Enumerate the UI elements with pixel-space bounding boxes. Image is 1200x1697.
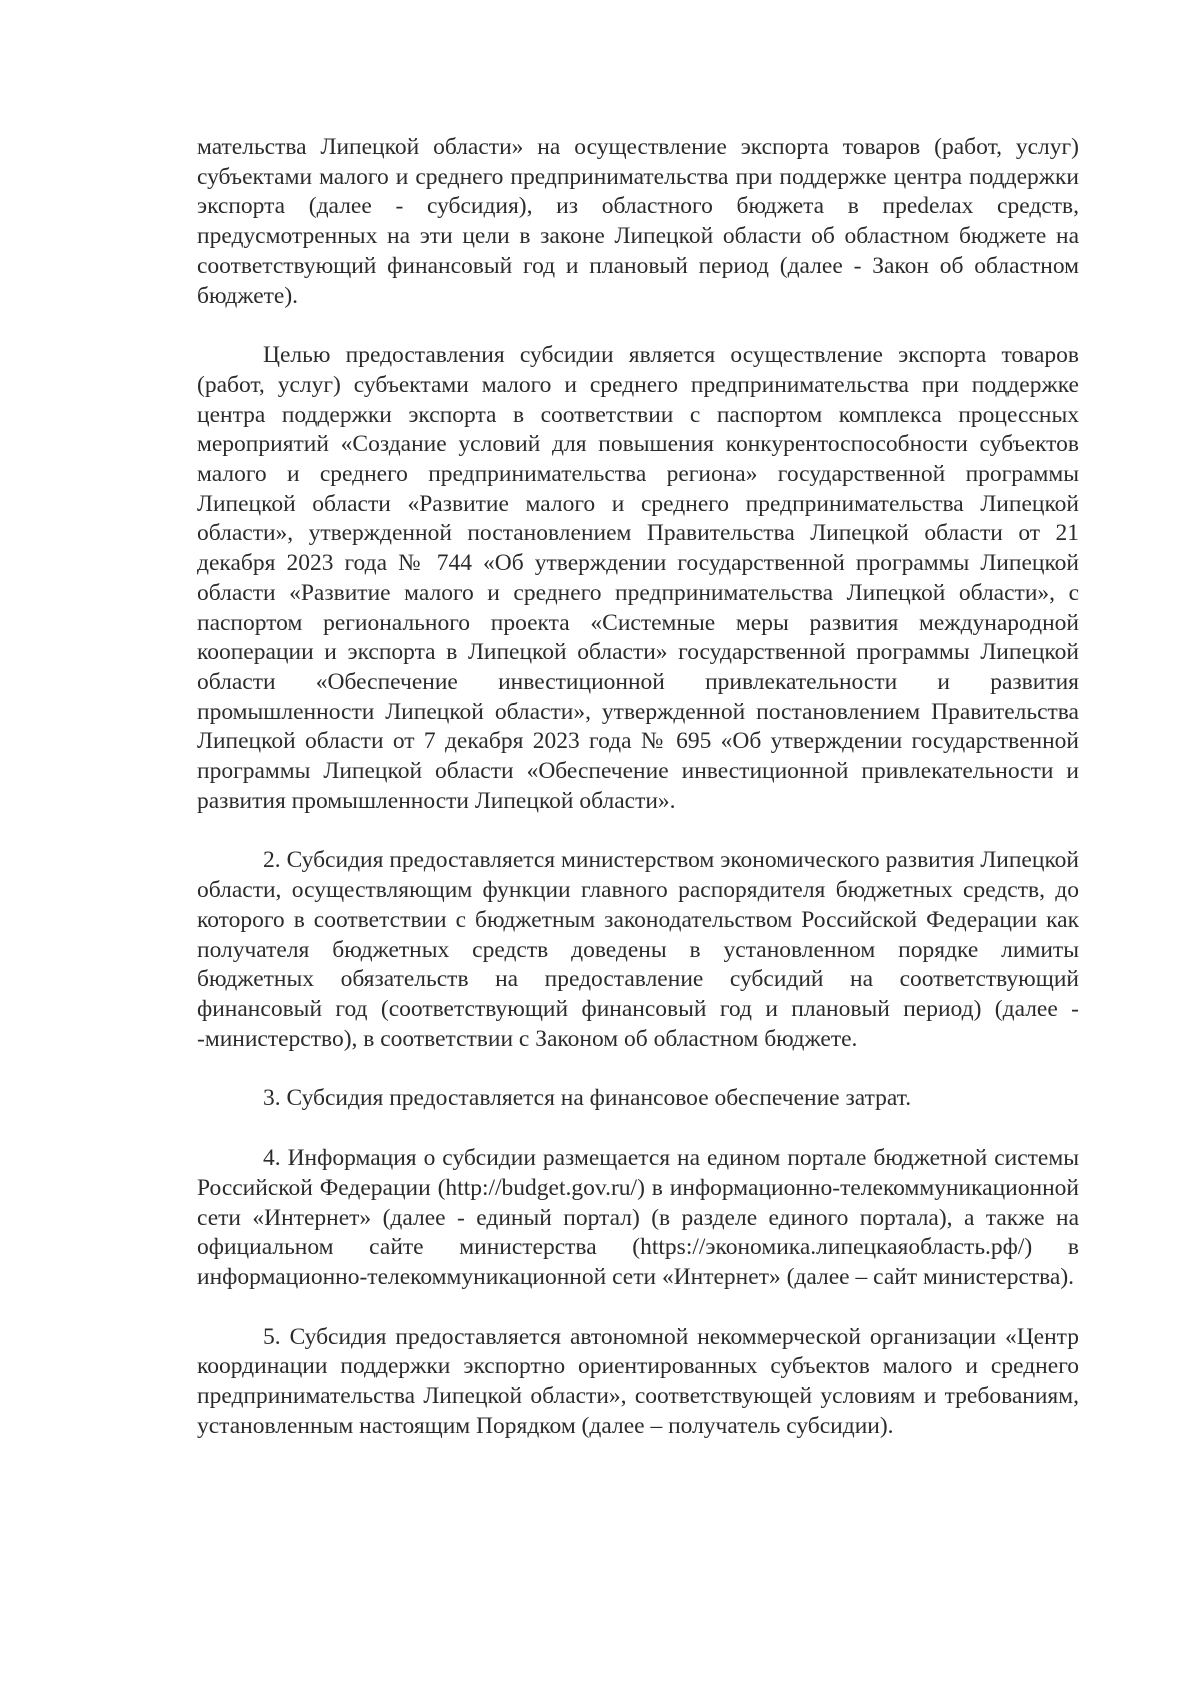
paragraph-subsidy-purpose: Целью предоставления субсидии является осуществление экспорта товаров (работ, услуг) субъектами малого и среднего предпринимательства при поддержке центра поддержки экспорта в соответствии с паспортом комплекса процессных мероприятий «Создание условий для повышения конкурентоспособности субъектов малого и среднего предпринимательства региона» государственной программы Липецкой области «Развитие малого и среднего предпринимательства Липецкой области», утвержденной постановлением Правительства Липецкой области от 21 декабря 2023 года № 744 «Об утверждении государственной программы Липецкой области «Развитие малого и среднего предпринимательства Липецкой области», с паспортом регионального проекта «Системные меры развития международной кооперации и экспорта в Липецкой области» государственной программы Липецкой области «Обеспечение инвестиционной привлекательности и развития промышленности Липецкой области», утвержденной постановлением Правительства Липецкой области от 7 декабря 2023 года № 695 «Об утверждении государственной программы Липецкой области «Обеспечение инвестиционной привлекательности и развития промышленности Липецкой области». (197, 342, 1079, 814)
paragraph-continuation: мательства Липецкой области» на осуществление экспорта товаров (работ, услуг) субъектами малого и среднего предпринимательства при поддержке центра поддержки экспорта (далее - субсидия), из областного бюджета в преdелах средств, предусмотренных на эти цели в законе Липецкой области об областном бюджете на соответствующий финансовый год и плановый период (далее - Закон об областном бюджете). (197, 134, 1079, 309)
paragraph-item-5: 5. Субсидия предоставляется автономной некоммерческой организации «Центр координации поддержки экспортно ориентированных субъектов малого и среднего предпринимательства Липецкой области», соответствующей условиям и требованиям, установленным настоящим Порядком (далее – получатель субсидии). (197, 1323, 1079, 1439)
paragraph-item-2: 2. Субсидия предоставляется министерством экономического развития Липецкой области, осуществляющим функции главного распорядителя бюджетных средств, до которого в соответствии с бюджетным законодательством Российской Федерации как получателя бюджетных средств доведены в установленном порядке лимиты бюджетных обязательств на предоставление субсидий на соответствующий финансовый год (соответствующий финансовый год и плановый период) (далее - -министерство), в соответствии с Законом об областном бюджете. (197, 847, 1079, 1052)
paragraph-item-4: 4. Информация о субсидии размещается на едином портале бюджетной системы Российской Федерации (http://budget.gov.ru/) в информационно-телекоммуникационной сети «Интернет» (далее - единый портал) (в разделе единого портала), а также на официальном сайте министерства (https://экономика.липецкаяобласть.рф/) в информационно-телекоммуникационной сети «Интернет» (далее – сайт министерства). (197, 1145, 1079, 1290)
paragraph-item-3: 3. Субсидия предоставляется на финансовое обеспечение затрат. (263, 1085, 912, 1112)
document-body (197, 133, 1079, 1441)
